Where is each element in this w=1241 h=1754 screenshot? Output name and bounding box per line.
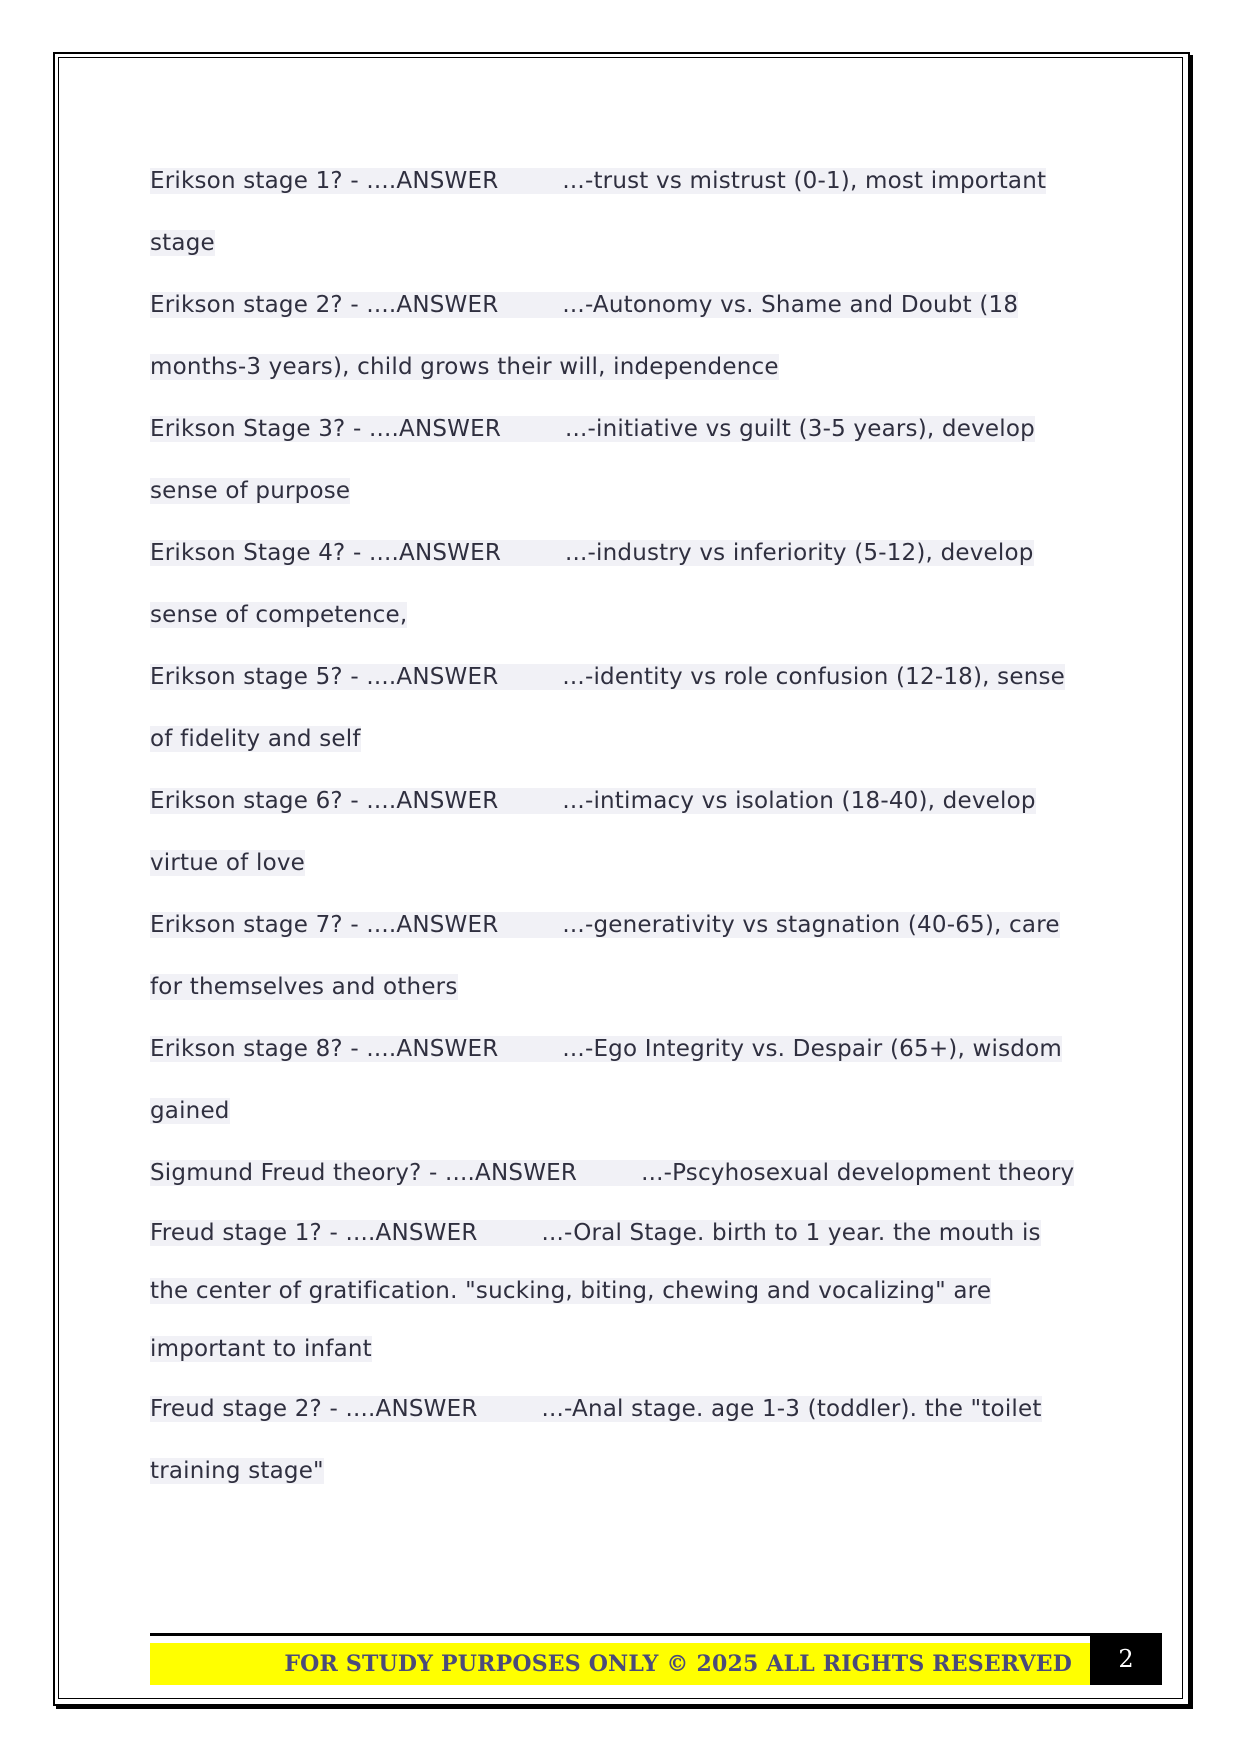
question-text: Erikson Stage 3? - ....ANSWER [150,416,502,442]
footer-notice: FOR STUDY PURPOSES ONLY © 2025 ALL RIGHTS RESERVED [284,1651,1072,1677]
question-text: Sigmund Freud theory? - ....ANSWER [150,1160,578,1186]
answer-text: ...-Pscyhosexual development theory [641,1160,1075,1186]
answer-text: ...-initiative vs guilt (3-5 years), develop sense of purpose [150,416,1035,504]
answer-text: ...-Anal stage. age 1-3 (toddler). the "toilet training stage" [150,1396,1042,1484]
question-text: Erikson stage 6? - ....ANSWER [150,788,499,814]
footer-divider [150,1633,1090,1636]
qa-item-freud-1 [150,1204,1080,1378]
answer-text: ...-identity vs role confusion (12-18), sense of fidelity and self [150,664,1066,752]
question-text: Erikson stage 8? - ....ANSWER [150,1036,499,1062]
qa-item-erikson-5 [150,646,1080,770]
page-number: 2 [1090,1633,1162,1685]
question-text: Erikson stage 5? - ....ANSWER [150,664,499,690]
answer-text: ...-Ego Integrity vs. Despair (65+), wisdom gained [150,1036,1062,1124]
answer-text: ...-Oral Stage. birth to 1 year. the mouth is the center of gratification. "sucking, biting, chewing and vocalizing" are important to infant [150,1220,1041,1362]
qa-item-erikson-3 [150,398,1080,522]
qa-item-freud-2 [150,1378,1080,1502]
qa-item-erikson-7 [150,894,1080,1018]
qa-item-erikson-6 [150,770,1080,894]
footer-band [150,1643,1090,1685]
question-text: Erikson stage 2? - ....ANSWER [150,292,499,318]
answer-text: ...-trust vs mistrust (0-1), most important stage [150,168,1047,256]
qa-item-erikson-1 [150,150,1080,274]
qa-list [150,150,1080,1502]
question-text: Erikson stage 7? - ....ANSWER [150,912,499,938]
answer-text: ...-generativity vs stagnation (40-65), care for themselves and others [150,912,1060,1000]
qa-item-erikson-8 [150,1018,1080,1142]
question-text: Freud stage 2? - ....ANSWER [150,1396,478,1422]
qa-item-freud-theory [150,1142,1080,1204]
answer-text: ...-Autonomy vs. Shame and Doubt (18 months-3 years), child grows their will, independence [150,292,1019,380]
question-text: Freud stage 1? - ....ANSWER [150,1220,478,1246]
question-text: Erikson stage 1? - ....ANSWER [150,168,499,194]
question-text: Erikson Stage 4? - ....ANSWER [150,540,502,566]
answer-text: ...-intimacy vs isolation (18-40), develop virtue of love [150,788,1036,876]
qa-item-erikson-2 [150,274,1080,398]
qa-item-erikson-4 [150,522,1080,646]
answer-text: ...-industry vs inferiority (5-12), develop sense of competence, [150,540,1034,628]
